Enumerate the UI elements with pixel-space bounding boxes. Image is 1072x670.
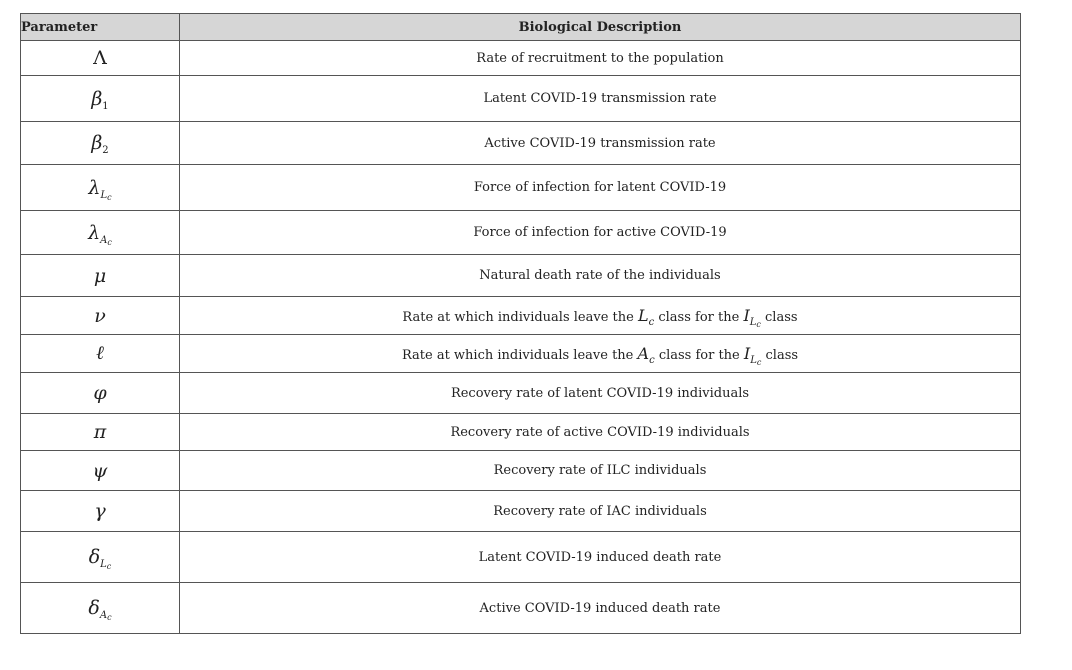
parameter-symbol: $\beta_2$: [21, 122, 180, 165]
parameter-description: Rate at which individuals leave the $L_c$ class for the $I_{L_c}$ class: [180, 297, 1021, 335]
table-row: [21, 491, 1021, 532]
parameter-description: Rate at which individuals leave the $A_c$ class for the $I_{L_c}$ class: [180, 335, 1021, 373]
table-row: [21, 583, 1021, 634]
math-variable: $L_c$: [637, 306, 655, 328]
table-row: [21, 122, 1021, 165]
parameter-symbol: $\delta_{A_c}$: [21, 583, 180, 634]
table-row: [21, 255, 1021, 297]
parameter-description: Rate of recruitment to the population: [180, 41, 1021, 76]
parameter-symbol: φ: [21, 373, 180, 414]
parameter-symbol: $\lambda_{A_c}$: [21, 211, 180, 255]
parameter-symbol: ψ: [21, 451, 180, 491]
parameter-symbol: ℓ: [21, 335, 180, 373]
table-row: [21, 414, 1021, 451]
parameter-description: Recovery rate of active COVID-19 individuals: [180, 414, 1021, 451]
table-row: [21, 41, 1021, 76]
parameter-table: [20, 13, 1021, 634]
table-row: [21, 335, 1021, 373]
table-row: [21, 297, 1021, 335]
math-variable: $I_{L_c}$: [743, 344, 762, 367]
parameter-description: Force of infection for latent COVID-19: [180, 165, 1021, 211]
parameter-description: Recovery rate of IAC individuals: [180, 491, 1021, 532]
header-parameter: Parameter: [21, 14, 180, 41]
parameter-symbol: μ: [21, 255, 180, 297]
parameter-description: Active COVID-19 induced death rate: [180, 583, 1021, 634]
parameter-symbol: π: [21, 414, 180, 451]
parameter-symbol: ν: [21, 297, 180, 335]
parameter-symbol: Λ: [21, 41, 180, 76]
parameter-symbol: $\lambda_{L_c}$: [21, 165, 180, 211]
table-row: [21, 451, 1021, 491]
parameter-description: Active COVID-19 transmission rate: [180, 122, 1021, 165]
math-variable: $A_c$: [637, 344, 655, 366]
table-row: [21, 165, 1021, 211]
table-header-row: [21, 14, 1021, 41]
parameter-symbol: $\delta_{L_c}$: [21, 532, 180, 583]
parameter-description: Latent COVID-19 transmission rate: [180, 76, 1021, 122]
parameter-symbol: γ: [21, 491, 180, 532]
header-description: Biological Description: [180, 14, 1021, 41]
table-row: [21, 373, 1021, 414]
parameter-description: Recovery rate of latent COVID-19 individuals: [180, 373, 1021, 414]
parameter-symbol: $\beta_1$: [21, 76, 180, 122]
parameter-description: Natural death rate of the individuals: [180, 255, 1021, 297]
parameter-description: Force of infection for active COVID-19: [180, 211, 1021, 255]
parameter-description: Recovery rate of ILC individuals: [180, 451, 1021, 491]
math-variable: $I_{L_c}$: [743, 306, 761, 329]
table-row: [21, 532, 1021, 583]
table-row: [21, 76, 1021, 122]
table-row: [21, 211, 1021, 255]
parameter-description: Latent COVID-19 induced death rate: [180, 532, 1021, 583]
